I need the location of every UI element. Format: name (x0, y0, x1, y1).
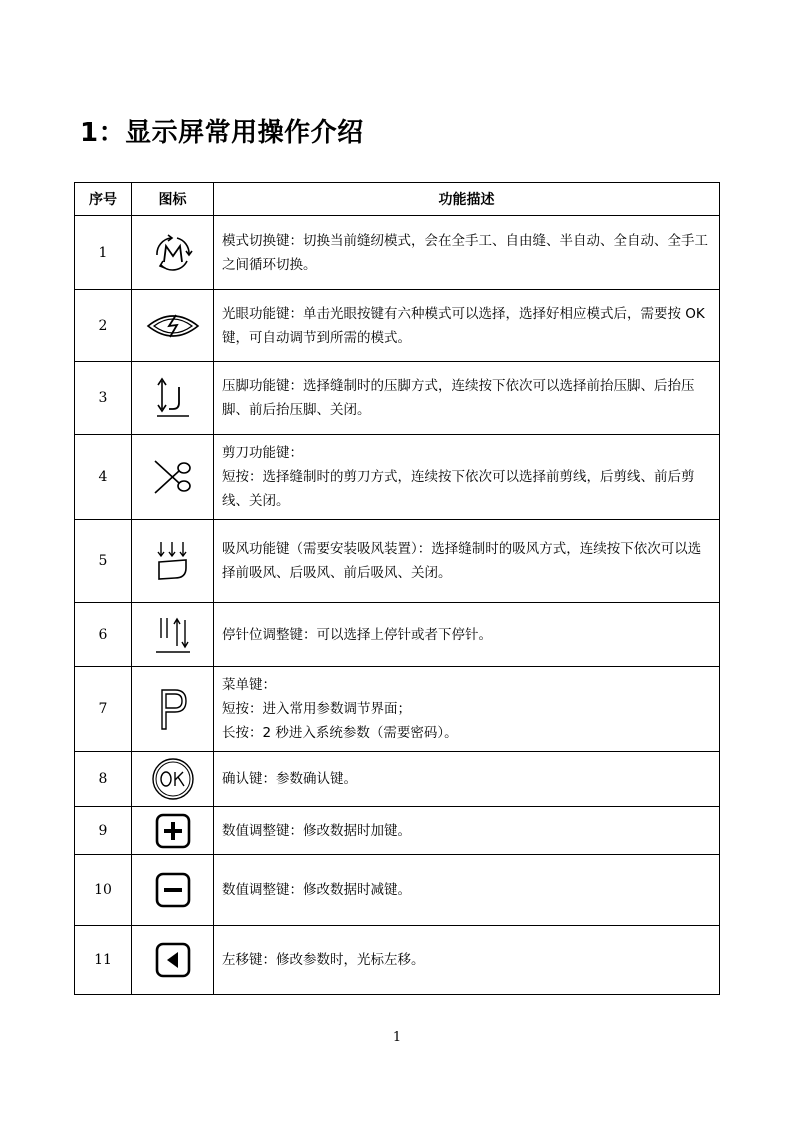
mode-switch-icon (149, 229, 197, 277)
table-row (75, 926, 720, 995)
row-no: 5 (75, 520, 132, 603)
description-line: 数值调整键：修改数据时加键。 (222, 822, 411, 839)
description-line: 短按：选择缝制时的剪刀方式，连续按下依次可以选择前剪线，后剪线、前后剪线、关闭。 (222, 469, 695, 509)
row-no: 4 (75, 435, 132, 520)
header-icon: 图标 (132, 183, 214, 216)
operations-table (74, 182, 720, 995)
table-row (75, 667, 720, 752)
plus-icon (154, 812, 192, 850)
description-line: 数值调整键：修改数据时减键。 (222, 882, 411, 898)
description-line: 长按：2 秒进入系统参数（需要密码）。 (222, 725, 458, 741)
table-row (75, 855, 720, 926)
description-line: 菜单键： (222, 677, 276, 693)
presser-foot-icon (153, 375, 193, 421)
description-line: 确认键：参数确认键。 (222, 771, 357, 787)
left-arrow-icon (154, 941, 192, 979)
table-row (75, 435, 720, 520)
description-line: 模式切换键：切换当前缝纫模式，会在全手工、自由缝、半自动、全自动、全手工之间循环切换。 (222, 232, 708, 273)
description-line: 吸风功能键（需要安装吸风装置）：选择缝制时的吸风方式，连续按下依次可以选择前吸风、后吸风、前后吸风、关闭。 (222, 541, 702, 581)
page-number: 1 (392, 1030, 402, 1045)
description-line: 左移键：修改参数时，光标左移。 (222, 952, 425, 968)
description-line: 剪刀功能键： (222, 445, 303, 461)
table-row (75, 216, 720, 290)
menu-p-icon (156, 687, 190, 731)
table-header-row (75, 183, 720, 216)
row-no: 11 (75, 926, 132, 995)
table-row (75, 290, 720, 362)
row-no: 8 (75, 752, 132, 807)
description-line: 停针位调整键：可以选择上停针或者下停针。 (222, 626, 492, 643)
page-title: 1：显示屏常用操作介绍 (80, 118, 364, 148)
row-no: 3 (75, 362, 132, 435)
description-line: 光眼功能键：单击光眼按键有六种模式可以选择，选择好相应模式后，需要按 OK 键，可自动调节到所需的模式。 (222, 305, 705, 346)
scissors-icon (151, 457, 195, 497)
row-no: 9 (75, 807, 132, 855)
minus-icon (154, 871, 192, 909)
ok-icon (150, 756, 196, 802)
header-no: 序号 (75, 183, 132, 216)
row-no: 6 (75, 603, 132, 667)
table-row (75, 362, 720, 435)
row-no: 7 (75, 667, 132, 752)
photo-eye-icon (145, 309, 201, 343)
row-no: 1 (75, 216, 132, 290)
header-description: 功能描述 (214, 183, 720, 216)
row-no: 2 (75, 290, 132, 362)
needle-stop-icon (153, 614, 193, 656)
row-no: 10 (75, 855, 132, 926)
table-row (75, 807, 720, 855)
suction-icon (153, 538, 193, 584)
table-row (75, 603, 720, 667)
description-line: 压脚功能键：选择缝制时的压脚方式，连续按下依次可以选择前抬压脚、后抬压脚、前后抬压脚、关闭。 (222, 378, 695, 418)
table-row (75, 752, 720, 807)
table-row (75, 520, 720, 603)
description-line: 短按：进入常用参数调节界面； (222, 701, 411, 717)
